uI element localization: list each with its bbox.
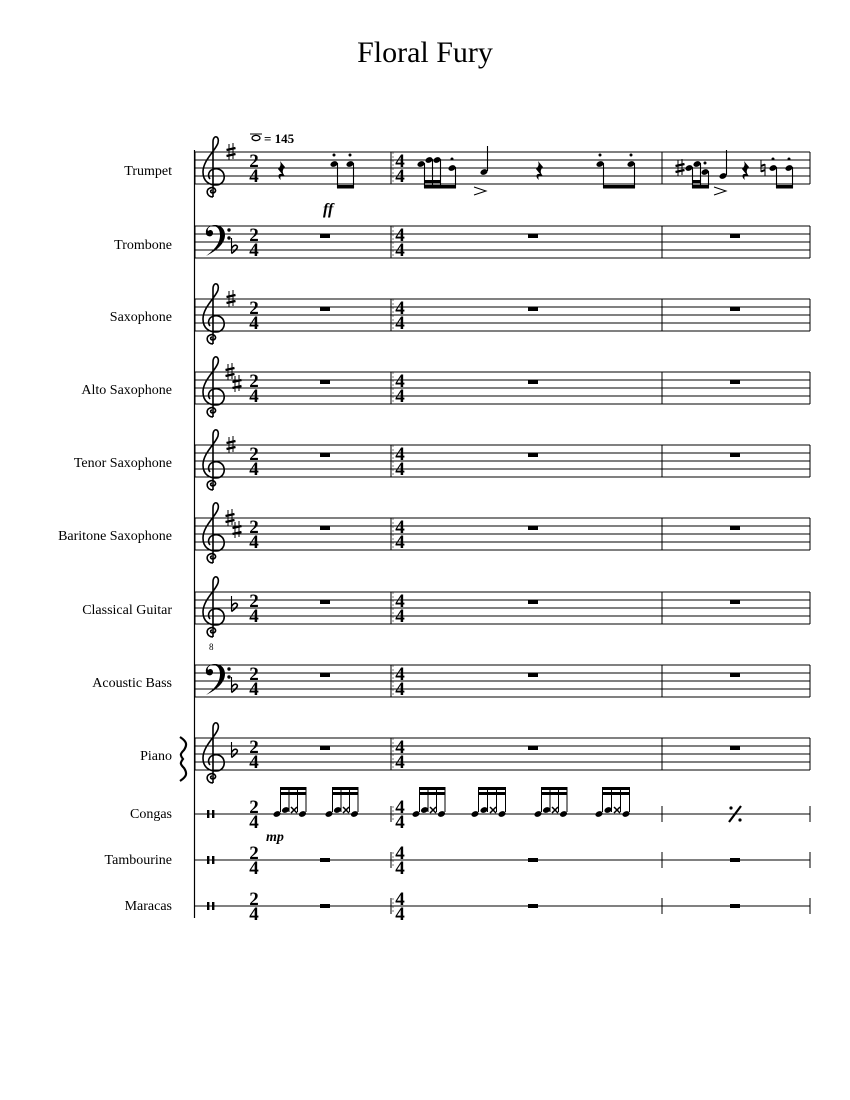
sharp-icon <box>227 436 236 453</box>
whole-rest-icon <box>730 673 740 677</box>
label-alto-saxophone: Alto Saxophone <box>81 383 172 398</box>
time-signature-denominator: 4 <box>249 532 259 553</box>
bass-clef-icon <box>206 664 231 695</box>
time-signature-denominator: 4 <box>395 679 405 700</box>
label-trombone: Trombone <box>114 238 172 253</box>
staff-piano <box>195 723 810 783</box>
treble-clef-icon <box>203 577 224 637</box>
percussion-clef-icon <box>207 902 209 910</box>
staff-tenor-saxophone <box>195 430 810 490</box>
staff-baritone-saxophone <box>195 503 810 563</box>
label-tambourine: Tambourine <box>104 853 172 868</box>
whole-rest-icon <box>320 600 330 604</box>
whole-rest-icon <box>528 526 538 530</box>
treble-clef-icon <box>203 357 224 417</box>
time-signature-numerator: 4 <box>395 151 405 172</box>
time-signature-numerator: 4 <box>395 797 405 818</box>
bass-clef-icon <box>206 225 231 256</box>
staff-trombone <box>195 225 810 261</box>
time-signature-denominator: 4 <box>249 313 259 334</box>
beam <box>280 787 307 790</box>
label-classical-guitar: Classical Guitar <box>82 603 172 618</box>
sharp-icon <box>233 375 242 392</box>
tempo-value: = 145 <box>264 131 295 146</box>
percussion-clef-icon <box>207 856 209 864</box>
treble-clef-icon <box>203 284 224 344</box>
label-piano: Piano <box>140 749 172 764</box>
time-signature-denominator: 4 <box>395 240 405 261</box>
time-signature-denominator: 4 <box>249 386 259 407</box>
trumpet-dynamic: ff <box>323 201 334 218</box>
congas-dynamic: mp <box>266 830 284 845</box>
staff-maracas <box>195 889 810 925</box>
time-signature-numerator: 4 <box>395 889 405 910</box>
beam <box>478 787 506 790</box>
whole-rest-icon <box>320 673 330 677</box>
beam <box>541 792 568 795</box>
beam <box>602 787 630 790</box>
whole-rest-icon <box>730 746 740 750</box>
whole-rest-icon <box>730 453 740 457</box>
trumpet-music <box>278 146 793 195</box>
beam <box>280 792 307 795</box>
staff-saxophone <box>195 284 810 344</box>
label-maracas: Maracas <box>124 899 172 914</box>
label-saxophone: Saxophone <box>109 310 172 325</box>
whole-rest-icon <box>528 307 538 311</box>
whole-rest-icon <box>528 858 538 862</box>
label-baritone-saxophone: Baritone Saxophone <box>58 529 172 544</box>
time-signature-denominator: 4 <box>249 679 259 700</box>
whole-rest-icon <box>528 380 538 384</box>
time-signature-denominator: 4 <box>249 240 259 261</box>
sharp-icon <box>227 143 236 160</box>
time-signature-denominator: 4 <box>395 752 405 773</box>
whole-rest-icon <box>730 858 740 862</box>
time-signature-numerator: 4 <box>395 737 405 758</box>
flat-icon <box>232 596 238 612</box>
congas-music <box>273 787 631 818</box>
whole-rest-icon <box>730 307 740 311</box>
time-signature-denominator: 4 <box>249 459 259 480</box>
time-signature-numerator: 2 <box>249 591 259 612</box>
time-signature-denominator: 4 <box>249 752 259 773</box>
time-signature-numerator: 2 <box>249 444 259 465</box>
tempo-marking <box>250 131 295 146</box>
time-signature-denominator: 4 <box>395 459 405 480</box>
octave-down-mark: 8 <box>209 642 214 652</box>
time-signature-numerator: 2 <box>249 797 259 818</box>
treble-clef-icon <box>203 723 224 783</box>
flat-icon <box>232 742 238 758</box>
staff-acoustic-bass <box>195 664 810 700</box>
label-trumpet: Trumpet <box>124 164 172 179</box>
flat-icon <box>232 238 238 254</box>
time-signature-denominator: 4 <box>395 606 405 627</box>
whole-rest-icon <box>320 380 330 384</box>
beam <box>332 792 359 795</box>
time-signature-denominator: 4 <box>249 812 259 833</box>
label-tenor-saxophone: Tenor Saxophone <box>73 456 172 471</box>
whole-rest-icon <box>320 307 330 311</box>
time-signature-numerator: 4 <box>395 664 405 685</box>
time-signature-numerator: 2 <box>249 225 259 246</box>
time-signature-denominator: 4 <box>395 858 405 879</box>
time-signature-denominator: 4 <box>249 166 259 187</box>
whole-rest-icon <box>730 904 740 908</box>
beam <box>541 787 568 790</box>
sharp-icon <box>226 509 235 526</box>
whole-rest-icon <box>730 526 740 530</box>
time-signature-denominator: 4 <box>395 313 405 334</box>
time-signature-numerator: 2 <box>249 517 259 538</box>
beam <box>419 792 446 795</box>
time-signature-numerator: 2 <box>249 151 259 172</box>
whole-rest-icon <box>730 234 740 238</box>
time-signature-denominator: 4 <box>249 858 259 879</box>
whole-rest-icon <box>730 600 740 604</box>
treble-clef-icon <box>203 430 224 490</box>
time-signature-numerator: 2 <box>249 843 259 864</box>
time-signature-denominator: 4 <box>395 812 405 833</box>
beam <box>478 792 506 795</box>
time-signature-denominator: 4 <box>395 532 405 553</box>
staff-alto-saxophone <box>195 357 810 417</box>
label-acoustic-bass: Acoustic Bass <box>92 676 172 691</box>
whole-rest-icon <box>528 600 538 604</box>
score-title: Floral Fury <box>357 36 493 69</box>
sharp-icon <box>226 363 235 380</box>
flat-icon <box>232 677 238 693</box>
time-signature-denominator: 4 <box>395 386 405 407</box>
whole-rest-icon <box>320 858 330 862</box>
time-signature-numerator: 4 <box>395 517 405 538</box>
beam <box>419 787 446 790</box>
time-signature-numerator: 4 <box>395 298 405 319</box>
time-signature-numerator: 4 <box>395 225 405 246</box>
whole-rest-icon <box>320 904 330 908</box>
time-signature-numerator: 4 <box>395 444 405 465</box>
time-signature-denominator: 4 <box>249 606 259 627</box>
time-signature-numerator: 2 <box>249 664 259 685</box>
treble-clef-icon <box>203 137 224 197</box>
instrument-labels <box>58 164 172 914</box>
time-signature-numerator: 4 <box>395 371 405 392</box>
time-signature-numerator: 4 <box>395 843 405 864</box>
time-signature-numerator: 2 <box>249 298 259 319</box>
piano-brace <box>180 737 186 781</box>
whole-rest-icon <box>320 234 330 238</box>
beam <box>602 792 630 795</box>
sharp-icon <box>227 290 236 307</box>
sharp-icon <box>233 521 242 538</box>
time-signature-denominator: 4 <box>395 904 405 925</box>
time-signature-denominator: 4 <box>249 904 259 925</box>
time-signature-denominator: 4 <box>395 166 405 187</box>
time-signature-numerator: 4 <box>395 591 405 612</box>
staff-classical-guitar <box>195 577 810 652</box>
time-signature-numerator: 2 <box>249 737 259 758</box>
whole-rest-icon <box>320 526 330 530</box>
treble-clef-icon <box>203 503 224 563</box>
staff-tambourine <box>195 843 810 879</box>
percussion-clef-icon <box>207 810 209 818</box>
whole-rest-icon <box>320 746 330 750</box>
staves <box>195 137 810 925</box>
beam <box>332 787 359 790</box>
label-congas: Congas <box>130 807 172 822</box>
whole-rest-icon <box>730 380 740 384</box>
whole-rest-icon <box>528 453 538 457</box>
whole-rest-icon <box>528 746 538 750</box>
whole-rest-icon <box>528 673 538 677</box>
whole-rest-icon <box>320 453 330 457</box>
whole-rest-icon <box>528 904 538 908</box>
time-signature-numerator: 2 <box>249 889 259 910</box>
whole-rest-icon <box>528 234 538 238</box>
time-signature-numerator: 2 <box>249 371 259 392</box>
